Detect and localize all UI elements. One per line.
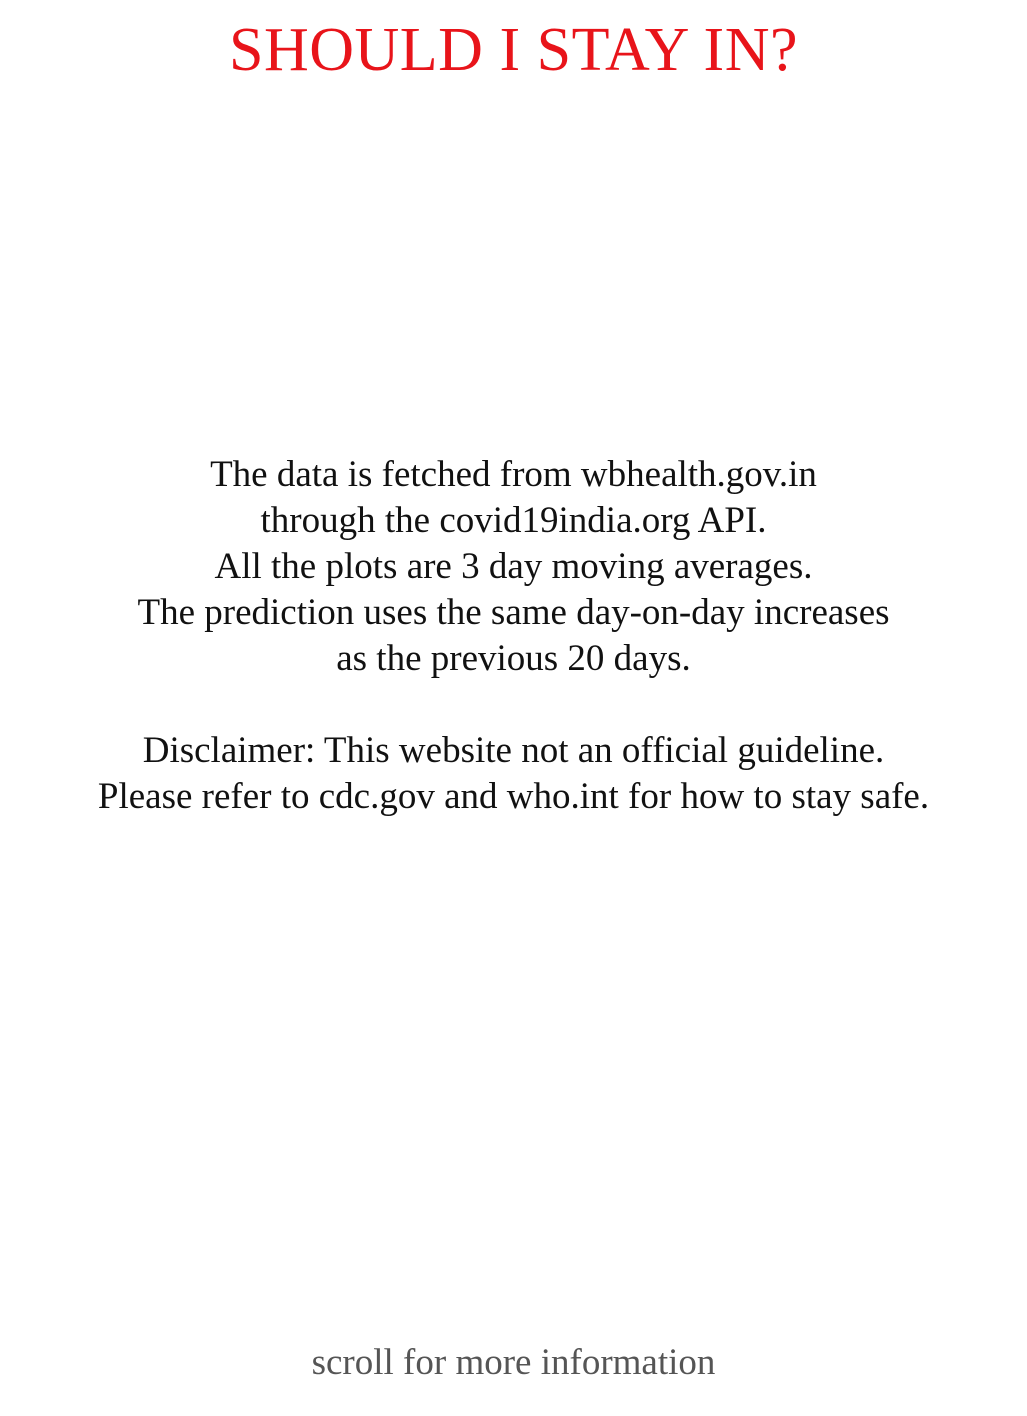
info-line-averages: All the plots are 3 day moving averages. — [214, 546, 813, 587]
page-title: SHOULD I STAY IN? — [229, 16, 798, 84]
info-line-api: through the covid19india.org API. — [260, 500, 767, 541]
info-line-prediction: The prediction uses the same day-on-day increases — [137, 592, 890, 633]
info-block — [0, 452, 1027, 820]
info-line-previous-days: as the previous 20 days. — [336, 638, 691, 679]
info-line-source: The data is fetched from wbhealth.gov.in — [210, 454, 817, 495]
scroll-hint: scroll for more information — [311, 1342, 716, 1383]
info-spacer — [0, 682, 1027, 728]
disclaimer-refer-line: Please refer to cdc.gov and who.int for how to stay safe. — [97, 776, 930, 817]
disclaimer-line: Disclaimer: This website not an official guideline. — [142, 730, 885, 771]
